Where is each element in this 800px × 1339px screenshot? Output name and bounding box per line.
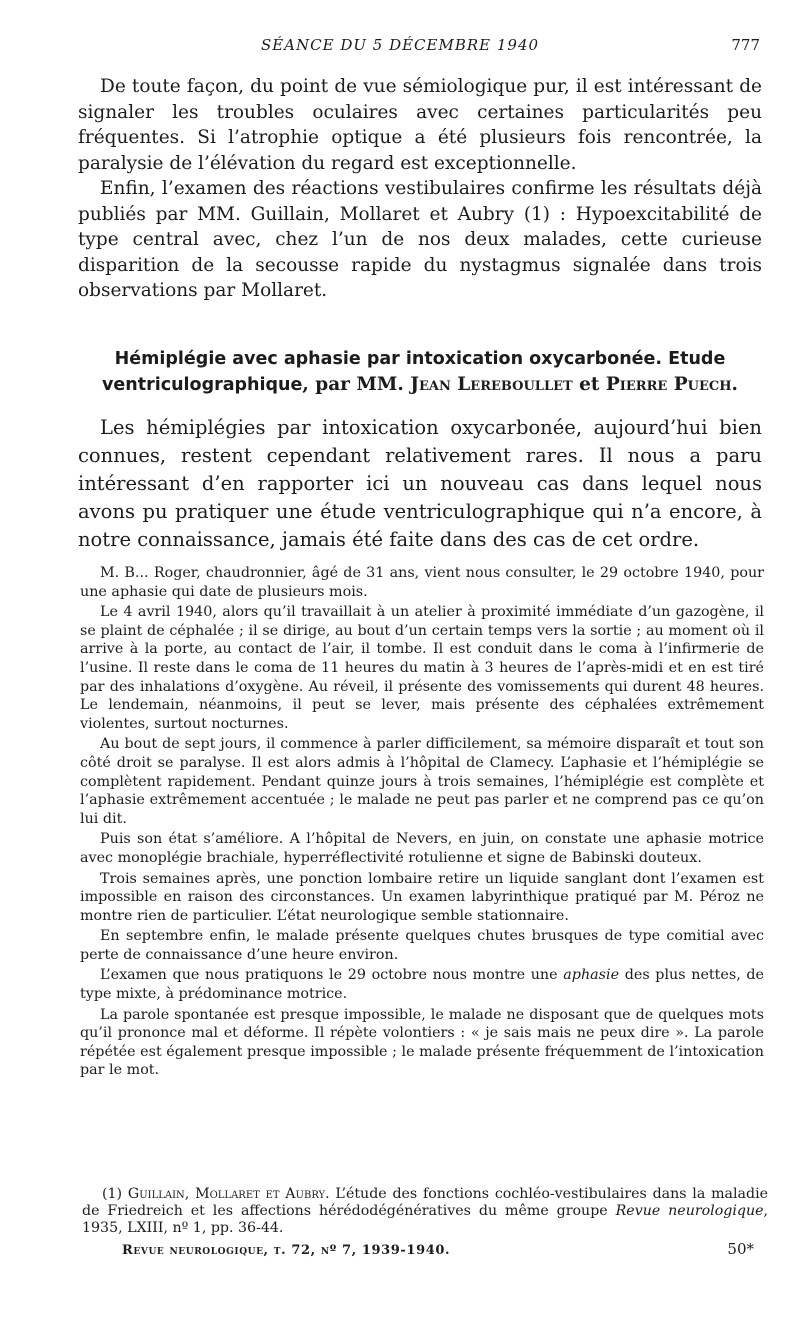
footnote: [82, 1186, 768, 1236]
article-conj: et: [572, 374, 606, 395]
case-emphasis: aphasie: [563, 967, 620, 984]
case-paragraph: Puis son état s’améliore. A l’hôpital de Nevers, en juin, on constate une aphasie motrice avec monoplégie brachiale, hyperréflectivité rotulienne et signe de Babinski douteux.: [80, 831, 764, 866]
case-text: des plus nettes, de type mixte, à prédominance motrice.: [80, 967, 765, 1003]
author-puech: Pierre Puech: [605, 374, 732, 395]
intro-paragraph: Les hémiplégies par intoxication oxycarbonée, aujourd’hui bien connues, restent cependant relativement rares. Il nous a paru intéressant d’en rapporter ici un nouveau cas dans lequel nous avons pu pratiquer une étude ventriculographique qui n’a encore, à notre connaissance, jamais été faite dans des cas de cet ordre.: [78, 416, 762, 551]
case-paragraph: Trois semaines après, une ponction lombaire retire un liquide sanglant dont l’examen est impossible en raison des circonstances. Un examen labyrinthique pratiqué par M. Péroz ne montre rien de particulier. L’état neurologique semble stationnaire.: [80, 870, 764, 924]
article-end: .: [731, 374, 738, 395]
lead-paragraph: Enfin, l’examen des réactions vestibulaires confirme les résultats déjà publiés par MM. Guillain, Mollaret et Aubry (1) : Hypoexcitabilité de type central avec, chez l’un de nos deux malades, cette curieuse disparition de la secousse rapide du nystagmus signalée dans trois observations par Mollaret.: [78, 178, 762, 301]
author-lereboullet: Jean Lereboullet: [410, 374, 573, 395]
case-paragraph: M. B... Roger, chaudronnier, âgé de 31 ans, vient nous consulter, le 29 octobre 1940, pour une aphasie qui date de plusieurs mois.: [80, 565, 764, 600]
case-text: L’examen que nous pratiquons le 29 octobre nous montre une: [100, 967, 564, 984]
running-head-title: SÉANCE DU 5 DÉCEMBRE 1940: [260, 36, 540, 54]
page-number: 777: [731, 36, 760, 54]
footnote-text: . L’étude des fonctions cochléo-vestibulaires dans la maladie de Friedreich et les affections hérédodégénératives du même groupe: [82, 1186, 768, 1219]
lead-text: [78, 74, 762, 304]
case-report: [80, 564, 764, 1082]
article-intro: [78, 414, 762, 554]
footnote-marker: (1): [102, 1186, 128, 1202]
case-paragraph: En septembre enfin, le malade présente quelques chutes brusques de type comitial avec perte de connaissance d’une heure environ.: [80, 928, 764, 963]
running-head: [0, 36, 800, 58]
case-paragraph: Le 4 avril 1940, alors qu’il travaillait à un atelier à proximité immédiate d’un gazogène, il se plaint de céphalée ; il se dirige, au bout d’un certain temps vers la sortie ; au moment où il arrive à la porte, au contact de l’air, il tombe. Il est conduit dans le coma à l’infirmerie de l’usine. Il reste dans le coma de 11 heures du matin à 3 heures de l’après-midi et en est tiré par des inhalations d’oxygène. Au réveil, il présente des vomissements qui durent 48 heures. Le lendemain, néanmoins, il peut se lever, mais présente des céphalées extrêmement violentes, surtout nocturnes.: [80, 604, 764, 732]
lead-paragraph: De toute façon, du point de vue sémiologique pur, il est intéressant de signaler les troubles oculaires avec certaines particularités peu fréquentes. Si l’atrophie optique a été plusieurs fois rencontrée, la paralysie de l’élévation du regard est exceptionnelle.: [78, 76, 762, 174]
article-title: Hémiplégie avec aphasie par intoxication oxycarbonée. Etude ventriculographique: [101, 349, 726, 395]
footnote-ref: , 1935, LXIII, nº 1, pp. 36-44.: [82, 1202, 768, 1236]
case-paragraph: [80, 966, 764, 1003]
case-paragraph: La parole spontanée est presque impossible, le malade ne disposant que de quelques mots qu’il prononce mal et déforme. Il répète volontiers : « je sais mais ne peux dire ». La parole répétée est également presque impossible ; le malade présente fréquemment de l’intoxication par le mot.: [80, 1006, 764, 1079]
journal-line: Revue neurologique, t. 72, nº 7, 1939-1940.: [122, 1243, 451, 1258]
footnote-authors: Guillain, Mollaret et Aubry: [127, 1186, 326, 1202]
article-heading: [80, 346, 760, 398]
footnote-paragraph: [82, 1186, 768, 1236]
article-by: , par MM.: [302, 374, 411, 395]
signature-mark: 50*: [727, 1240, 754, 1258]
footnote-journal: Revue neurologique: [615, 1202, 764, 1219]
case-paragraph: Au bout de sept jours, il commence à parler difficilement, sa mémoire disparaît et tout son côté droit se paralyse. Il est alors admis à l’hôpital de Clamecy. L’aphasie et l’hémiplégie se complètent rapidement. Pendant quinze jours à trois semaines, l’hémiplégie est complète et l’aphasie extrêmement accentuée ; le malade ne peut pas parler et ne comprend pas ce qu’on lui dit.: [80, 736, 764, 827]
